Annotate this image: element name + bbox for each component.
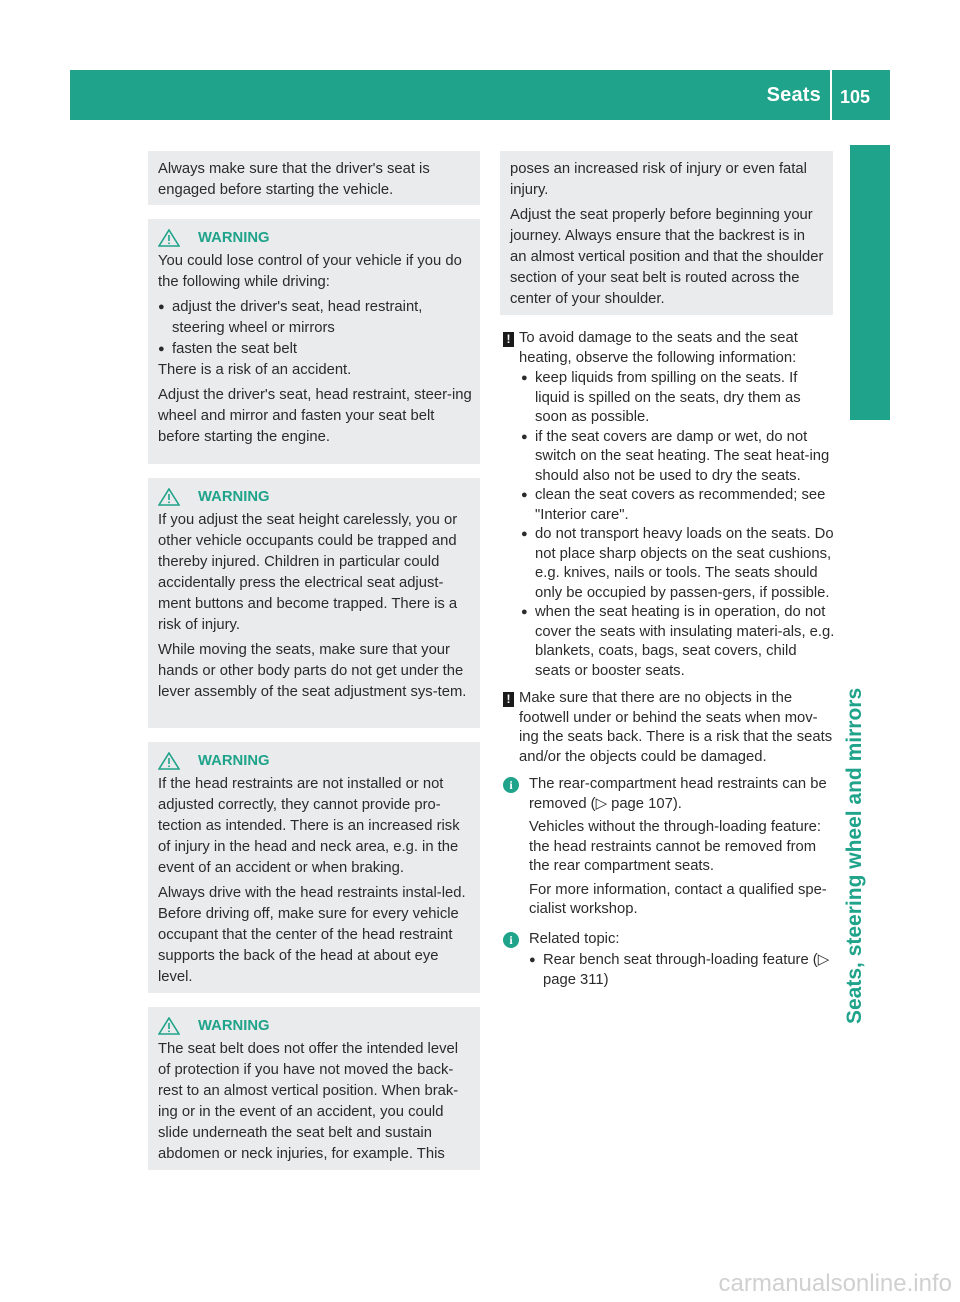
bullet-item [158,339,472,360]
warning-heading [158,750,472,772]
warning-text: You could lose control of your vehicle if you do the following while driving: [158,253,462,290]
related-topic-note [503,930,835,991]
exclamation-icon: ! [503,692,514,707]
warning-text: If you adjust the seat height carelessly, you or other vehicle occupants could be trapped and thereby injured. Children in particular could accidentally press the electrical seat adjust-ment buttons and become trapped. There is a risk of injury. [158,512,458,633]
note-title: Related topic: [529,930,620,947]
bullet-icon: ● [529,954,536,966]
warning-label: WARNING [198,489,270,505]
bullet-text: if the seat covers are damp or wet, do not switch on the seat heating. The seat heat-ing should also not be used to dry the seats. [535,428,830,484]
warning-text: The seat belt does not offer the intended level of protection if you have not moved the back-rest to an almost vertical position. When brak-ing or in the event of an accident, you could slide underneath the seat belt and sustain abdomen or neck injuries, for example. This [158,1041,459,1162]
note-text: For more information, contact a qualified spe-cialist workshop. [529,881,827,917]
header-divider [830,70,832,120]
bullet-item [521,428,835,487]
warning-heading [158,227,472,249]
bullet-icon: ● [521,606,528,618]
section-title: Seats [766,84,821,106]
note-text: Vehicles without the through-loading feature: the head restraints cannot be removed from the rear compartment seats. [529,819,822,874]
bullet-item [521,525,835,603]
box-text: Always make sure that the driver's seat is engaged before starting the vehicle. [158,161,430,198]
info-note [503,775,835,920]
bullet-text: adjust the driver's seat, head restraint, steering wheel or mirrors [172,299,423,336]
warning-text: poses an increased risk of injury or even fatal injury. [510,161,807,198]
bullet-text[interactable]: Rear bench seat through-loading feature (▷ page 311) [543,952,830,988]
bullet-text: do not transport heavy loads on the seats. Do not place sharp objects on the seat cushions, e.g. knives, nails or tools. The seats should only be occupied by passen-gers, if possible. [535,526,834,601]
info-icon: i [503,932,519,948]
warning-triangle-icon [158,1017,180,1035]
bullet-text: clean the seat covers as recommended; see "Interior care". [535,487,826,523]
bullet-icon: ● [521,430,528,443]
warning-text: While moving the seats, make sure that your hands or other body parts do not get under the lever assembly of the seat adjustment sys-tem. [158,642,467,700]
side-tab-label: Seats, steering wheel and mirrors [843,687,866,1024]
warning-box-1 [148,219,480,464]
warning-text: Adjust the seat properly before beginning your journey. Always ensure that the backrest is in an almost vertical position and that the shoulder section of your seat belt is routed across the center of your shoulder. [510,207,824,307]
bullet-icon: ● [158,301,165,313]
note-text: To avoid damage to the seats and the seat heating, observe the following information: [519,330,798,366]
header-bar [70,70,890,120]
watermark: carmanualsonline.info [718,1270,952,1297]
exclamation-icon: ! [503,332,514,347]
warning-heading [158,1015,472,1037]
note-text: The rear-compartment head restraints can be removed (▷ page 107). [529,776,827,812]
bullet-text: when the seat heating is in operation, do not cover the seats with insulating materi-als, e.g. blankets, coats, bags, seat covers, child seats or booster seats. [535,604,835,679]
warning-text: Adjust the driver's seat, head restraint, steer-ing wheel and mirror and fasten your seat belt before starting the engine. [158,387,472,445]
warning-label: WARNING [198,753,270,769]
bullet-icon: ● [521,372,528,384]
objects-note [503,689,835,767]
bullet-icon: ● [521,489,528,501]
warning-box-4 [148,1007,480,1170]
bullet-icon: ● [521,528,528,540]
warning-triangle-icon [158,752,180,770]
warning-label: WARNING [198,1018,270,1034]
bullet-item [521,486,835,525]
bullet-item [521,369,835,428]
related-link[interactable] [529,951,835,990]
bullet-text: keep liquids from spilling on the seats. If liquid is spilled on the seats, dry them as soon as possible. [535,370,801,425]
bullet-item [521,603,835,681]
warning-heading [158,486,472,508]
warning-label: WARNING [198,230,270,246]
warning-box-continued [500,151,833,315]
damage-note [503,329,835,681]
page-number: 105 [840,87,871,107]
note-text: Make sure that there are no objects in the footwell under or behind the seats when mov-ing the seats back. There is a risk that the seats and/or the objects could be damaged. [519,690,833,765]
warning-box-3 [148,742,480,993]
bullet-text: fasten the seat belt [172,341,298,357]
notes-column [503,329,835,990]
warning-box-2 [148,478,480,728]
info-icon: i [503,777,519,793]
warning-text: If the head restraints are not installed or not adjusted correctly, they cannot provide pro-tection as intended. There is an increased risk of injury in the head and neck area, e.g. in the event of an accident or when braking. [158,776,460,876]
warning-triangle-icon [158,488,180,506]
bullet-item [158,297,472,339]
info-box [148,151,480,205]
bullet-icon: ● [158,343,165,355]
warning-text: There is a risk of an accident. [158,362,352,378]
side-tab [850,145,890,420]
warning-text: Always drive with the head restraints instal-led. Before driving off, make sure for every vehicle occupant that the center of the head restraint supports the back of the head at about eye level. [158,885,466,985]
warning-triangle-icon [158,229,180,247]
